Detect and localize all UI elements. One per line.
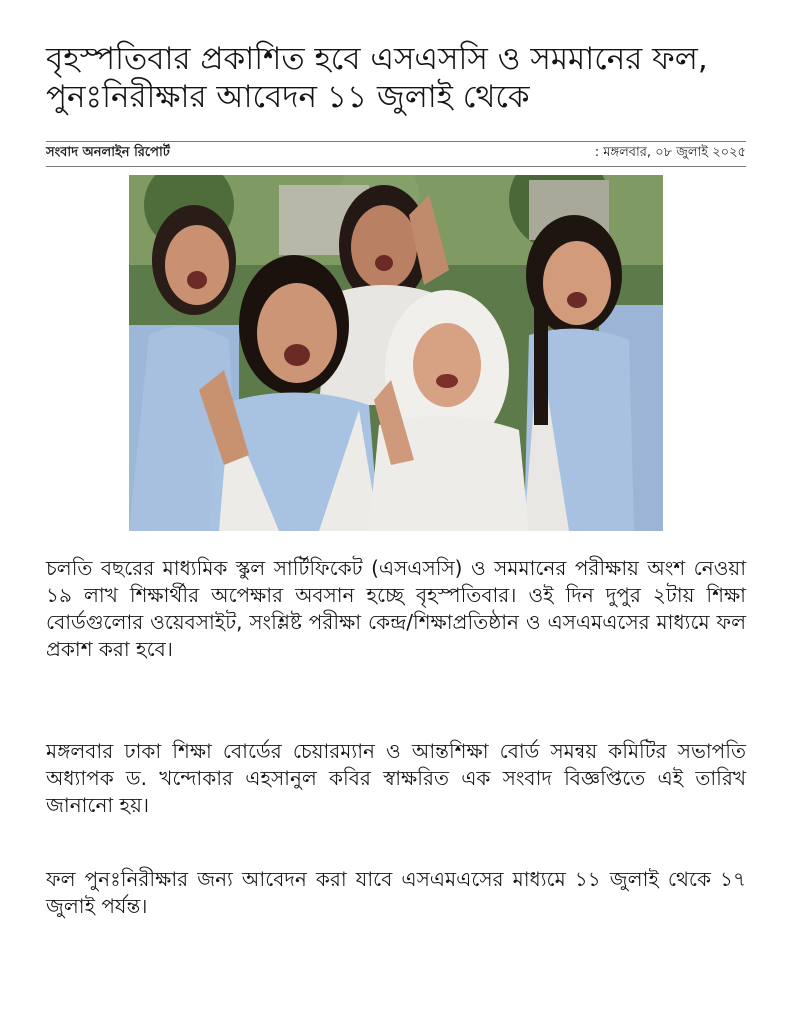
- paragraph-2: মঙ্গলবার ঢাকা শিক্ষা বোর্ডের চেয়ারম্যান ও আন্তশিক্ষা বোর্ড সমন্বয় কমিটির সভাপতি অধ্যাপক ড. খন্দোকার এহসানুল কবির স্বাক্ষরিত এক সংবাদ বিজ্ঞপ্তিতে এই তারিখ জানানো হয়।: [46, 739, 746, 817]
- author: সংবাদ অনলাইন রিপোর্ট: [46, 145, 170, 160]
- paragraph-1: চলতি বছরের মাধ্যমিক স্কুল সার্টিফিকেট (এসএসসি) ও সমমানের পরীক্ষায় অংশ নেওয়া ১৯ লাখ শিক্ষার্থীর অপেক্ষার অবসান হচ্ছে বৃহস্পতিবার। ওই দিন দুপুর ২টায় শিক্ষা বোর্ডগুলোর ওয়েবসাইট, সংশ্লিষ্ট পরীক্ষা কেন্দ্র/শিক্ষাপ্রতিষ্ঠান ও এসএমএসের মাধ্যমে ফল প্রকাশ করা হবে।: [46, 556, 746, 661]
- headline-line-2: পুনঃনিরীক্ষার আবেদন ১১ জুলাই থেকে: [46, 79, 530, 115]
- publish-date: : মঙ্গলবার, ০৮ জুলাই ২০২৫: [594, 145, 746, 160]
- byline-bar: [46, 141, 746, 167]
- headline: [46, 40, 746, 116]
- paragraph-3: ফল পুনঃনিরীক্ষার জন্য আবেদন করা যাবে এসএমএসের মাধ্যমে ১১ জুলাই থেকে ১৭ জুলাই পর্যন্ত।: [46, 867, 746, 918]
- celebrating-students-photo: [129, 175, 663, 531]
- headline-line-1: বৃহস্পতিবার প্রকাশিত হবে এসএসসি ও সমমানের ফল,: [46, 41, 708, 77]
